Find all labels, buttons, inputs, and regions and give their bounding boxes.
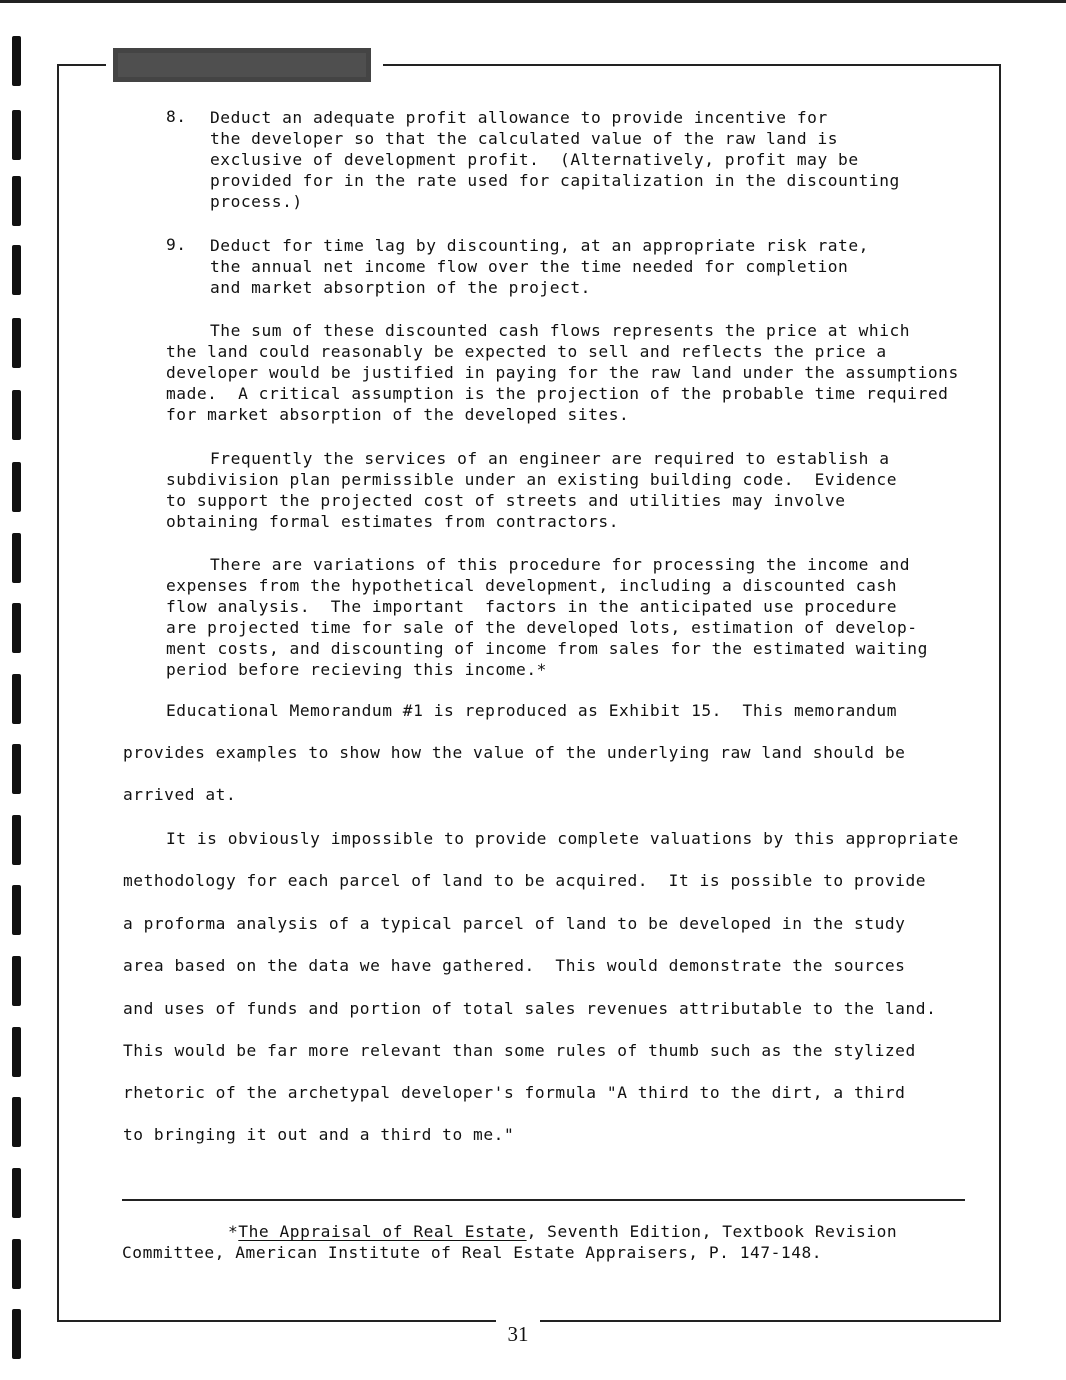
paragraph-line: to bringing it out and a third to me." [123,1125,515,1144]
item9-line: Deduct for time lag by discounting, at an appropriate risk rate, [210,236,869,255]
paragraph-line: area based on the data we have gathered. This would demonstrate the sources [123,956,906,975]
binding-mark [12,885,21,935]
binding-mark [12,674,21,724]
list-item-number: 9. [166,235,187,254]
item9-line: the annual net income flow over the time needed for completion [210,257,849,276]
binding-mark [12,815,21,865]
frame-gap [371,56,383,72]
paragraph-line: Educational Memorandum #1 is reproduced as Exhibit 15. This memorandum [166,701,897,720]
paragraph-line: This would be far more relevant than some rules of thumb such as the stylized [123,1041,916,1060]
binding-mark [12,1239,21,1289]
binding-mark [12,390,21,440]
paragraph-line: methodology for each parcel of land to be acquired. It is possible to provide [123,871,927,890]
paragraph-line: flow analysis. The important factors in the anticipated use procedure [166,597,897,616]
binding-mark [12,1168,21,1218]
binding-mark [12,462,21,512]
footnote-rule [122,1199,965,1201]
paragraph-line: are projected time for sale of the developed lots, estimation of develop- [166,618,918,637]
paragraph-line: provides examples to show how the value of the underlying raw land should be [123,743,906,762]
list-item-number: 8. [166,107,187,126]
binding-mark [12,1309,21,1359]
item8-line: exclusive of development profit. (Alternatively, profit may be [210,150,859,169]
scan-top-edge [0,0,1066,3]
paragraph-line: The sum of these discounted cash flows represents the price at which [210,321,911,340]
footnote-line [228,1221,897,1242]
binding-mark [12,956,21,1006]
binding-mark [12,36,21,86]
binding-mark [12,1097,21,1147]
binding-mark [12,603,21,653]
binding-mark [12,533,21,583]
binding-mark [12,1027,21,1077]
page-number: 31 [507,1322,529,1346]
paragraph-line: developer would be justified in paying for the raw land under the assumptions [166,363,959,382]
footnote-citation-title: The Appraisal of Real Estate [238,1222,527,1241]
paragraph-line: It is obviously impossible to provide complete valuations by this appropriate [166,829,959,848]
paragraph-line: subdivision plan permissible under an existing building code. Evidence [166,470,897,489]
item9-line: and market absorption of the project. [210,278,591,297]
paragraph-line: and uses of funds and portion of total sales revenues attributable to the land. [123,999,937,1018]
paragraph-line: obtaining formal estimates from contractors. [166,512,620,531]
paragraph-line: Frequently the services of an engineer are required to establish a [210,449,890,468]
binding-mark [12,245,21,295]
paragraph-line: period before recieving this income.* [166,660,547,679]
footnote-line: Committee, American Institute of Real Estate Appraisers, P. 147-148. [122,1243,823,1262]
paragraph-line: arrived at. [123,785,237,804]
header-redaction-bar [113,48,371,82]
paragraph-line: made. A critical assumption is the projection of the probable time required [166,384,949,403]
item8-line: the developer so that the calculated value of the raw land is [210,129,839,148]
paragraph-line: expenses from the hypothetical development, including a discounted cash [166,576,897,595]
footnote-citation-rest: , Seventh Edition, Textbook Revision [526,1222,898,1241]
paragraph-line: There are variations of this procedure for processing the income and [210,555,911,574]
item8-line: Deduct an adequate profit allowance to provide incentive for [210,108,828,127]
item8-line: provided for in the rate used for capitalization in the discounting [210,171,900,190]
binding-mark [12,744,21,794]
binding-mark [12,318,21,368]
paragraph-line: to support the projected cost of streets and utilities may involve [166,491,846,510]
paragraph-line: a proforma analysis of a typical parcel of land to be developed in the study [123,914,906,933]
binding-mark [12,110,21,160]
paragraph-line: rhetoric of the archetypal developer's formula "A third to the dirt, a third [123,1083,906,1102]
item8-line: process.) [210,192,303,211]
frame-gap [106,56,113,72]
paragraph-line: for market absorption of the developed sites. [166,405,630,424]
paragraph-line: the land could reasonably be expected to sell and reflects the price a [166,342,887,361]
footnote-marker: * [228,1222,239,1241]
paragraph-line: ment costs, and discounting of income from sales for the estimated waiting [166,639,928,658]
binding-mark [12,176,21,226]
